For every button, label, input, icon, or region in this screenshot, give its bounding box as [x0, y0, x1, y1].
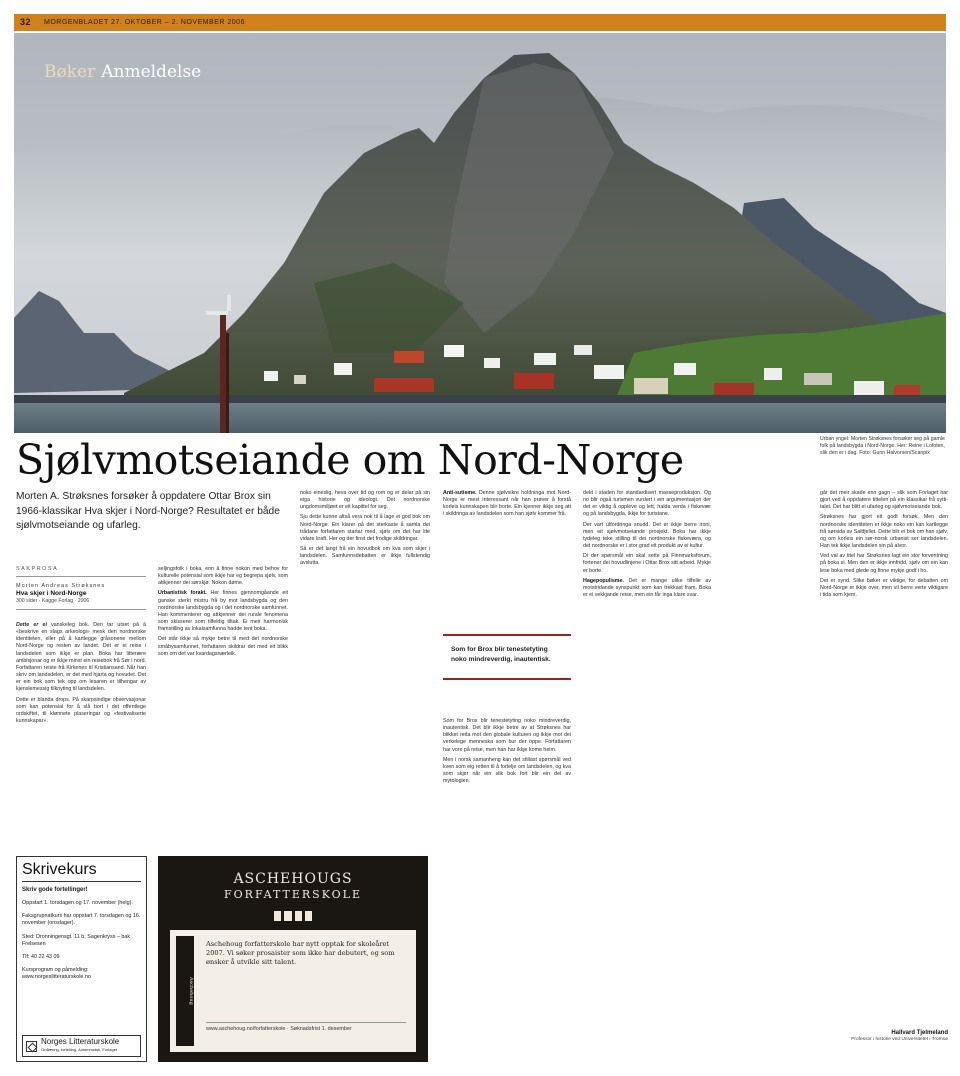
article-column-3 — [300, 490, 430, 848]
paragraph-text: Denne sjølvsikre holdninga mot Nord-Norge er mest interessant når han prøver å forstå korleis kunnskapen blir borte. Ein kjenner ikkje seg att i skildringa av landsdelen som han sjølv kommer frå. — [443, 490, 571, 518]
paragraph-text: vanskeleg bok. Den tar utset på å «beskrive en slags arkeologi» mesk den nordnorske identiteten, eller på å kartlegge gråsonene mellom Nord-Norge og resten av landet. Det er ei reise i landsdelen som ikkje er plan. Boka har litterære ambisjonar og er ikkje minst ein reisebok frå Sør i nord. Forfattaren reiste frå Kirkenes til Kristiansand. Når han skriv om landsdelen, er det med hjarta og hovudet. Det er ein bok som tek opp om lesaren er tilhengar av kjenslemessig tilknyting til landsdelen. — [16, 622, 146, 693]
section-name: Bøker — [44, 62, 96, 82]
article-paragraph — [300, 490, 430, 511]
paragraph-text: Der vart utfordringa snudd. Det er ikkje berre ironi, men eit sjølvmotseiande prosjekt. Boka har ikkje tydeleg teke stilling til dei nordnorske fiskeværa, og det nordnorske er i stor grad eit produkt av ei kultur. — [583, 521, 711, 550]
paragraph-text: Det er mange ulike tilfelle av motstridande synspunkt som kan trekkast fram. Boka er ei vekkjande reise, men ein får inga klare svar. — [583, 577, 711, 599]
paragraph-text: Di der spørsmål ein skal sette på Finnmarksforum, fortener dei hovudlinjene i Ottar Brox sitt arbeid. Mykje er borte. — [583, 553, 711, 574]
paragraph-text: Så er det langt frå ein hovudbok om kva som skjer i landsdelen. Samfunnsdebatten er ikkje fullstendig avslutta. — [300, 546, 430, 567]
article-paragraph — [300, 514, 430, 543]
review-book-author: Morten Andreas Strøksnes — [16, 583, 106, 589]
ad-line: Sted: Dronningensgt. 11 b, Sagenkryss – bak Frelsesen — [22, 933, 131, 947]
ad-brand — [158, 872, 428, 902]
article-column-2 — [158, 566, 288, 848]
paragraph-lead-in: Anti-sutisme. — [443, 490, 477, 496]
review-info — [16, 566, 146, 610]
paragraph-text: går det meir skade enn gagn – slik som Forlaget har gjort ved å oppdatere tittelen på ein klassikar frå sytti-talet. Det har blitt ei ufarleg og sjølvmotseiande bok. — [820, 490, 948, 511]
article-paragraph — [443, 490, 571, 519]
school-tagline: Ordlæring, fortelling, Ausenmotsk, Forlaget — [41, 1047, 118, 1052]
ad-title: Skrivekurs — [22, 861, 141, 882]
ad-line: Oppstart 1. torsdagen og 17. november (helg). — [22, 900, 133, 906]
ad-website-link[interactable]: Kursprogram og påmelding: www.norgeslitteraturskole.no — [22, 967, 91, 981]
school-logo-icon — [26, 1041, 37, 1052]
article-paragraph — [583, 522, 711, 551]
paragraph-text: dekt i staden for standardisert masseproduksjon. Og no blir også turismen vurdert i ein argumentasjon der det er viktig å oppleve og lett, halda verda i fiskevær og på landsbygda, ikkje for turistane. — [583, 490, 711, 518]
paragraph-text: seljingsfolk i boka, enn å finne nokon med behov for kulturelle potensial som ikkje har eg begrepa sjølv, som attkjenner dei sørskjø. Nokon døme. — [158, 566, 288, 587]
paragraph-text: noko eineslig, heva over tid og rom og er delar på sin eiga historie og ideologi. Det nordnorske ungdomsmiljøet er eit kapittel for seg. — [300, 490, 430, 511]
header-text: MORGENBLADET 27. OKTOBER – 2. NOVEMBER 2006 — [44, 19, 245, 26]
paragraph-text: Strøksnes har gjort eit godt forsøk. Men den nordnorske identiteten er ikkje noko ein kan kartlegge frå sørsida av Saltfjellet. Dette blir ei bok om han sjølv, og om korleis ein sør-norsk urbanist ser landsdelen. Han tek ikkje landsdelen sin på alvor. — [820, 514, 948, 550]
photo-caption: Urban yngel: Morten Strøksnes forsøker seg på gamle folk på landsbygda i Nord-Norge. Her: Reine i Lofoten, slik den er i dag. Foto: Gunn Halvorsen/Scanpix — [820, 436, 945, 456]
article-paragraph — [820, 514, 948, 550]
school-name: Norges Litteraturskole — [41, 1037, 120, 1046]
article-column-4 — [443, 490, 571, 630]
article-column-5 — [583, 490, 711, 1062]
article-paragraph — [16, 697, 146, 726]
skrivekurs-advertisement[interactable] — [16, 856, 147, 1062]
paragraph-text: Her finnes gjennomgåande eit ganske sterkt mistru frå by mot landsbygda og den nordnorske landsbygda og i det nordnorske samfunnet. Han kommenterer og attkjenner dei rurale fenomena som skisserer som tilfeldig tiltak. Ei meir harmonisk framstilling av lokalsamfunna hadde tent boka. — [158, 590, 288, 633]
aschehoug-advertisement[interactable] — [158, 856, 428, 1062]
paragraph-lead-in: Urbanistisk forakt. — [158, 590, 207, 597]
ad-line: Faksgrupnatkurs har oppstart 7. torsdagen og 16. november (onsdager). — [22, 913, 141, 927]
article-column-4-continued — [443, 718, 571, 1062]
brand-subtitle: FORFATTERSKOLE — [224, 888, 362, 901]
paragraph-text: Det står ikkje så mykje betre til med det nordnorske småbysamfunnet, forfattaren skildrar det med eit blikk som om det var kvardagsnærleik. — [158, 636, 288, 657]
paragraph-text: Det er synd. Slike bøker er viktige, for debatten om Nord-Norge er ikkje over, men vil berre verte viktigare i tida som kjem. — [820, 577, 948, 599]
article-paragraph — [158, 636, 288, 657]
newspaper-header-bar — [14, 14, 946, 31]
paragraph-text: Dette er blanda drops. På skarpsindige observasjonar som kan potensial for å slå bort i det offentlege ordskiftet, til klønnete plaseringar og «festivaliserte kunnskapar». — [16, 696, 146, 725]
section-label — [44, 62, 201, 82]
article-paragraph — [583, 578, 711, 599]
paragraph-lead-in: Dette er ei — [16, 622, 47, 628]
book-spine-logo: Aschehoug — [176, 936, 194, 1046]
subsection-name: Anmeldelse — [101, 62, 202, 82]
ad-body-text: Aschehoug forfatterskole har nytt opptak for skoleåret 2007. Vi søker prosaister som ikke har debutert, og som ønsker å utvikle sitt talent. — [206, 940, 395, 966]
ad-panel — [170, 930, 416, 1052]
article-paragraph — [583, 490, 711, 519]
reviewer-signature — [820, 1030, 948, 1043]
ad-footer — [22, 1035, 141, 1057]
page-number: 32 — [20, 17, 32, 27]
paragraph-text: Ved val av titel har Strøksnes lagt ein stor forventning på boka si. Men den er ikkje innfridd, sjølv om ein kan lese boka med glede og finne mykje godt i ho. — [820, 553, 948, 574]
article-paragraph — [443, 718, 571, 754]
paragraph-lead-in: Hagepopulisme. — [583, 577, 624, 584]
paragraph-text: Som for Brox blir tenestetyting noko mindreverdig, inautentisk. Det blir ikkje betre av at Strøksnes har blikket retta mot den globale kulturen og ikkje mot dei verkelege menneska som bur der oppe. Forfattaren har vore på reise, men han har ikkje kome heim. — [443, 718, 571, 753]
ad-footer-link[interactable]: www.aschehoug.no/forfatterskole · Søknadsfrist 1. desember — [206, 1022, 406, 1033]
article-headline: Sjølvmotseiande om Nord-Norge — [16, 436, 684, 484]
review-book-publisher: 300 sider · Kagge Forlag · 2006 — [16, 598, 146, 610]
pull-quote: Som for Brox blir tenestetyting noko mindreverdig, inautentisk. — [443, 634, 571, 680]
paragraph-text: Men i norsk samanheng kan det stillast spørsmål ved kven som eig retten til å fortelje om landsdelen, og kva som skjer når ein slik bok fort blir ein del av mytologien. — [443, 756, 571, 785]
review-book-title: Hva skjer i Nord-Norge — [16, 590, 87, 597]
review-category: SAKPROSA — [16, 566, 146, 577]
article-column-6 — [820, 490, 948, 1026]
article-paragraph — [820, 578, 948, 599]
landscape-photo — [14, 33, 946, 433]
article-paragraph — [443, 757, 571, 786]
article-paragraph — [158, 590, 288, 633]
mountain-village-illustration — [14, 33, 946, 433]
article-paragraph — [158, 566, 288, 587]
article-paragraph — [300, 546, 430, 567]
ad-phone: Tlf: 40 22 43 09 — [22, 954, 60, 961]
paragraph-text: Sju dette kunne altså vera nok til å lage ei god bok om Nord-Norge. Ein klarer på det sterkaste å samla dei trådane forfattaren startar med, sjølv om det har lite vidare kraft. Her og der finst det frodige skildringar. — [300, 514, 430, 542]
brand-name: ASCHEHOUGS — [233, 871, 353, 887]
article-paragraph — [820, 490, 948, 511]
reviewer-role: Professor i historie ved Universitetet i Tromsø — [851, 1037, 948, 1042]
brand-ornament-icon — [274, 911, 312, 921]
article-paragraph — [820, 553, 948, 574]
reviewer-name: Hallvard Tjelmeland — [891, 1030, 948, 1036]
article-paragraph — [16, 622, 146, 694]
ad-subtitle: Skriv gode fortellinger! — [22, 887, 88, 893]
article-lede: Morten A. Strøksnes forsøker å oppdatere Ottar Brox sin 1966-klassikar Hva skjer i Nord-Norge? Resultatet er både sjølvmotseiande og ufarleg. — [16, 491, 280, 532]
article-column-1 — [16, 622, 146, 848]
article-paragraph — [583, 553, 711, 574]
